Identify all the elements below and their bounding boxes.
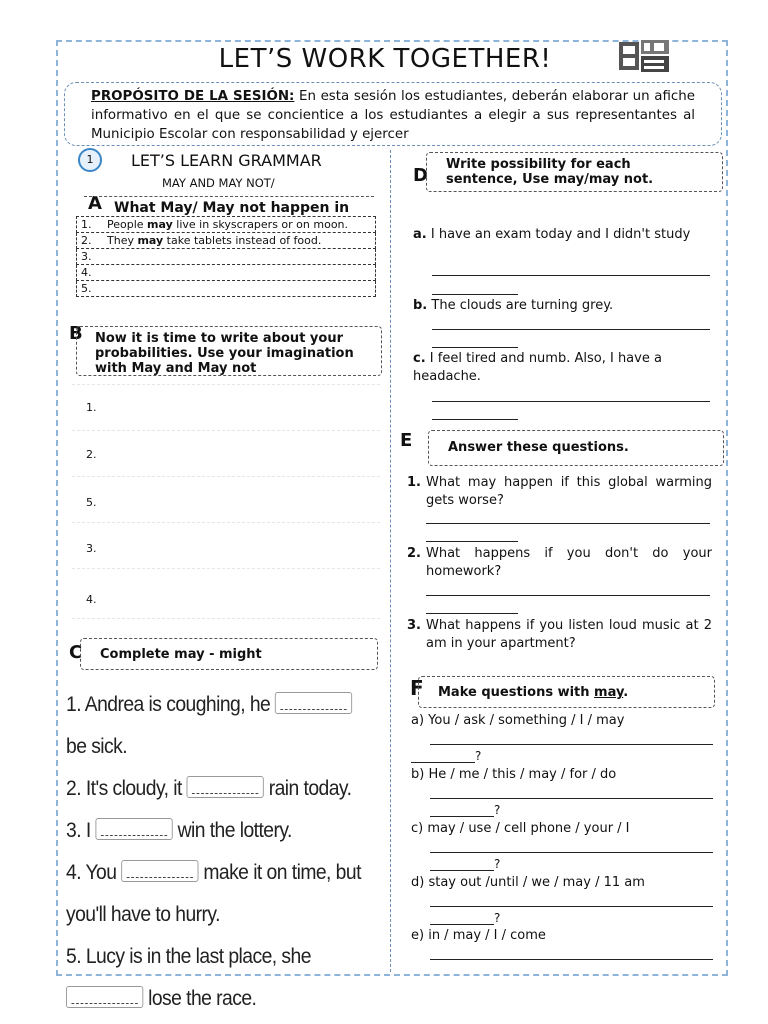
section-f-letter: F [410, 676, 424, 700]
question-item: a. I have an exam today and I didn't study [413, 227, 691, 242]
section-a-letter: A [88, 193, 102, 214]
question-item: c) may / use / cell phone / your / I [411, 821, 630, 836]
question-item: 3. What happens if you listen loud music at 2 am in your apartment? [407, 618, 712, 651]
answer-line[interactable] [432, 275, 710, 276]
table-row [76, 216, 376, 233]
answer-blank[interactable] [187, 776, 264, 798]
answer-blank[interactable] [66, 986, 143, 1008]
exercise-sentence: 3. I win the lottery. [66, 819, 292, 842]
section-f-instruction: Make questions with may. [418, 676, 715, 708]
row-number: 4. [81, 266, 92, 279]
question-item: a) You / ask / something / I / may [411, 713, 625, 728]
question-item: 1. What may happen if this global warming gets worse? [407, 475, 712, 508]
answer-blank[interactable] [95, 818, 172, 840]
section-d-letter: D [413, 165, 428, 186]
question-mark: ? [494, 857, 501, 871]
section-a-table [76, 216, 376, 297]
writing-number: 5. [86, 496, 97, 509]
answer-line[interactable] [411, 762, 475, 763]
row-number: 3. [81, 250, 92, 263]
writing-line[interactable] [72, 476, 380, 477]
instruction-keyword: may [594, 685, 624, 700]
section-d-instruction: Write possibility for each sentence, Use may/may not. [426, 152, 723, 192]
answer-line[interactable] [430, 816, 494, 817]
answer-line[interactable] [432, 401, 710, 402]
answer-line[interactable] [426, 595, 710, 596]
answer-line[interactable] [430, 959, 713, 960]
answer-line[interactable] [430, 798, 713, 799]
exercise-sentence: 1. Andrea is coughing, he be sick. [66, 684, 360, 768]
section-c-letter: C [69, 642, 83, 663]
writing-line[interactable] [72, 430, 380, 431]
row-text[interactable]: They may take tablets instead of food. [107, 234, 322, 247]
answer-blank[interactable] [275, 692, 352, 714]
answer-line[interactable] [426, 541, 518, 542]
section-a-title: What May/ May not happen in [114, 200, 350, 216]
writing-number: 3. [86, 542, 97, 555]
school-logo [617, 38, 671, 74]
question-item: 2. What happens if you don't do your homework? [407, 546, 712, 579]
row-number: 5. [81, 282, 92, 295]
exercise-image [66, 684, 361, 1010]
answer-line[interactable] [432, 419, 518, 420]
section-heading: LET’S LEARN GRAMMAR [131, 151, 322, 170]
purpose-label: PROPÓSITO DE LA SESIÓN: [91, 89, 295, 104]
question-mark: ? [494, 803, 501, 817]
question-item: b. The clouds are turning grey. [413, 298, 614, 313]
section-e-instruction: Answer these questions. [428, 430, 724, 466]
writing-line[interactable] [72, 568, 380, 569]
answer-line[interactable] [430, 852, 713, 853]
answer-line[interactable] [430, 924, 494, 925]
table-row [76, 281, 376, 297]
section-b-letter: B [69, 323, 83, 344]
writing-number: 4. [86, 593, 97, 606]
answer-line[interactable] [430, 906, 713, 907]
answer-blank[interactable] [121, 860, 198, 882]
worksheet-title: LET’S WORK TOGETHER! [218, 44, 552, 74]
question-item: b) He / me / this / may / for / do [411, 767, 617, 782]
exercise-sentence: 4. You make it on time, but you'll have to hurry. [66, 861, 361, 926]
section-c-instruction: Complete may - might [80, 638, 378, 670]
answer-line[interactable] [426, 523, 710, 524]
row-number: 2. [81, 234, 92, 247]
section-subheading: MAY AND MAY NOT/ [162, 176, 275, 190]
answer-line[interactable] [430, 870, 494, 871]
table-row [76, 249, 376, 265]
table-row [76, 265, 376, 281]
answer-line[interactable] [426, 613, 518, 614]
exercise-sentence: 5. Lucy is in the last place, she lose the race. [66, 945, 311, 1010]
answer-line[interactable] [432, 347, 518, 348]
writing-number: 2. [86, 448, 97, 461]
purpose-text: En esta sesión los estudiantes, deberán elaborar un afiche informativo en el que se concientice a los estudiantes a elegir a sus representantes al Municipio Escolar con responsabilidad y ejercer [91, 89, 695, 142]
session-purpose [64, 82, 722, 146]
column-divider [390, 150, 391, 972]
row-number: 1. [81, 218, 92, 231]
exercise-sentence: 2. It's cloudy, it rain today. [66, 777, 352, 800]
question-mark: ? [494, 911, 501, 925]
writing-line[interactable] [72, 384, 380, 385]
answer-line[interactable] [430, 744, 713, 745]
answer-line[interactable] [432, 329, 710, 330]
writing-line[interactable] [72, 618, 380, 619]
question-item: c. I feel tired and numb. Also, I have a headache. [413, 351, 662, 384]
writing-number: 1. [86, 401, 97, 414]
question-item: d) stay out /until / we / may / 11 am [411, 875, 645, 890]
section-e-letter: E [400, 430, 413, 451]
answer-line[interactable] [432, 294, 518, 295]
writing-line[interactable] [72, 522, 380, 523]
question-mark: ? [475, 749, 482, 763]
table-row [76, 233, 376, 249]
question-item: e) in / may / I / come [411, 928, 546, 943]
row-text[interactable]: People may live in skyscrapers or on moon. [107, 218, 349, 231]
section-b-instruction: Now it is time to write about your probabilities. Use your imagination with May and May not [76, 326, 382, 376]
section-number-badge: 1 [78, 148, 102, 172]
